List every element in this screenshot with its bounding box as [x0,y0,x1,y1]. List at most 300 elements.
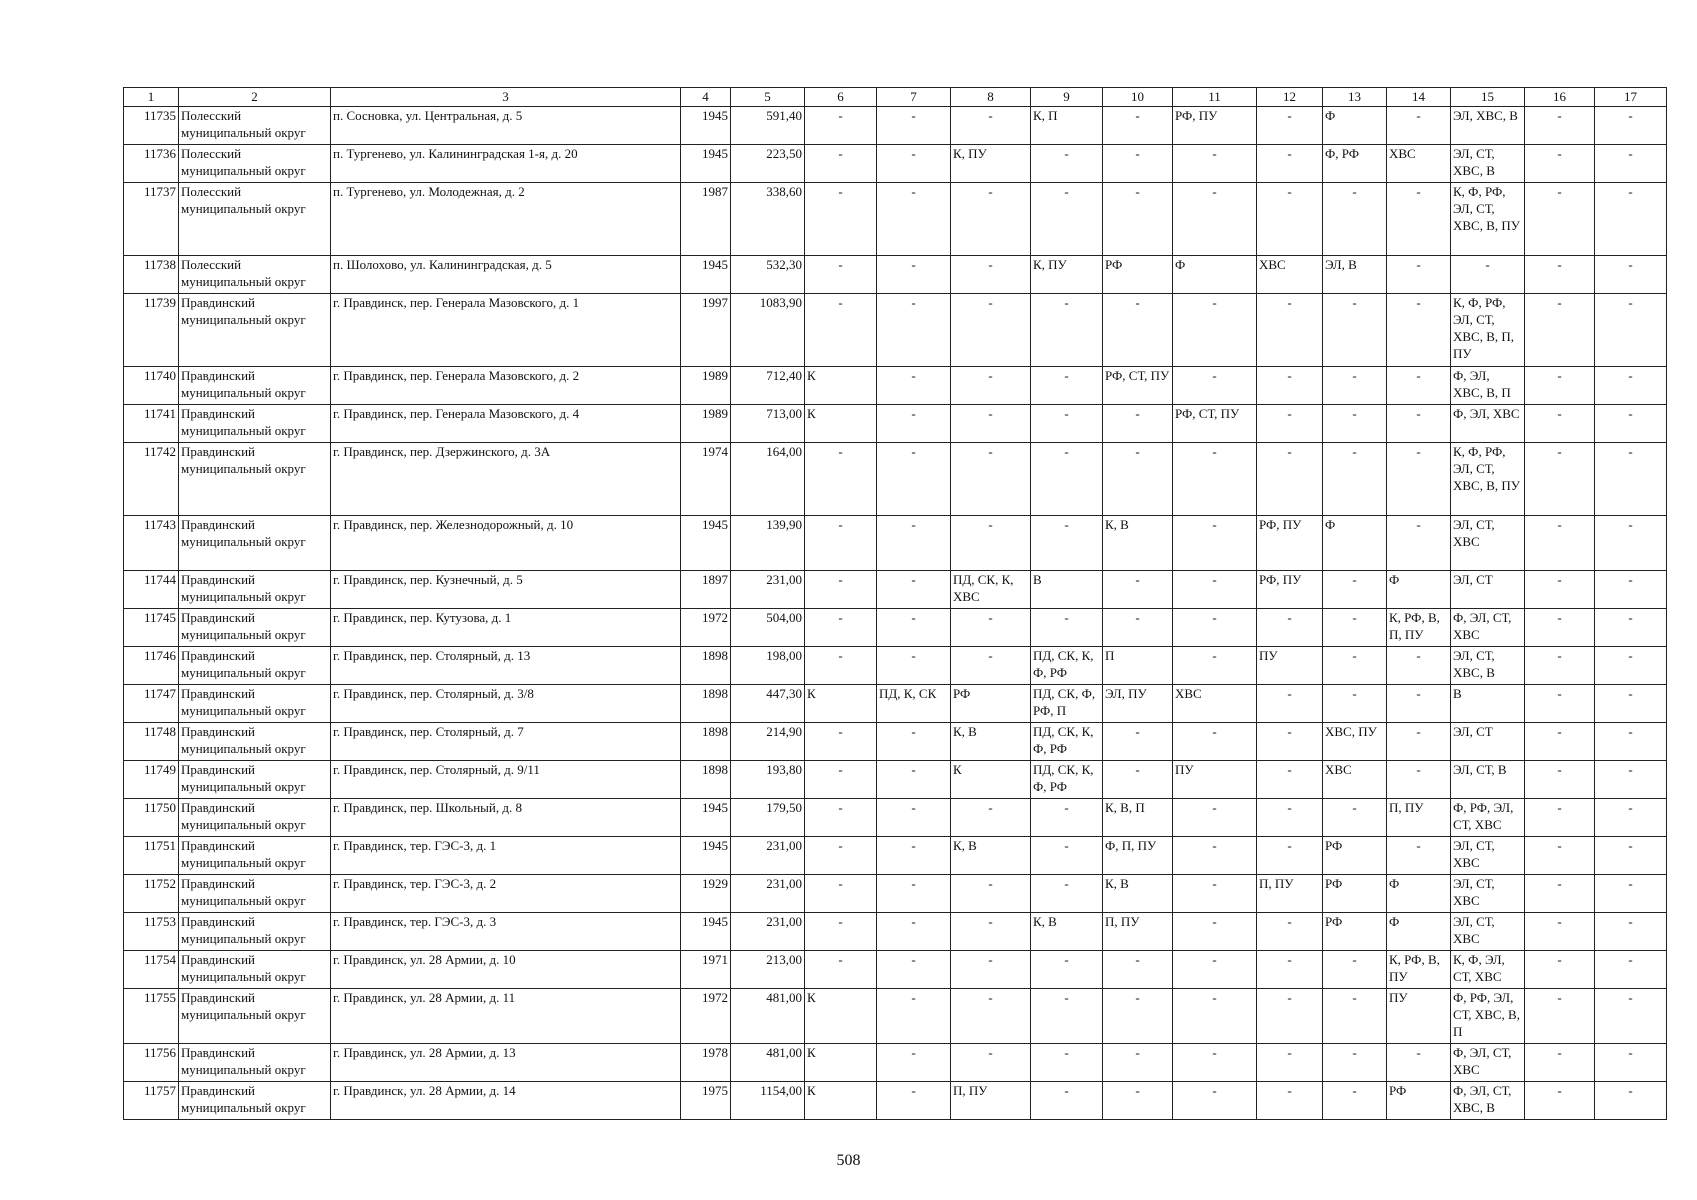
cell-col-12: - [1257,609,1323,647]
cell-year: 1997 [681,294,731,367]
cell-area: 214,90 [731,723,805,761]
cell-col-8: К, ПУ [951,145,1031,183]
cell-year: 1897 [681,571,731,609]
cell-record-number: 11740 [124,367,179,405]
cell-year: 1898 [681,685,731,723]
cell-record-number: 11755 [124,989,179,1044]
table-row [124,256,1667,294]
cell-col-17: - [1595,761,1667,799]
table-row [124,875,1667,913]
column-header-3: 3 [331,88,681,107]
cell-col-13: - [1323,183,1387,256]
cell-col-16: - [1525,183,1595,256]
cell-col-6: - [805,951,877,989]
cell-col-14: К, РФ, В, П, ПУ [1387,609,1451,647]
cell-col-15: В [1451,685,1525,723]
table-row [124,951,1667,989]
cell-col-15: - [1451,256,1525,294]
cell-area: 231,00 [731,875,805,913]
cell-record-number: 11756 [124,1044,179,1082]
cell-col-13: ХВС [1323,761,1387,799]
cell-area: 338,60 [731,183,805,256]
cell-municipality: Правдинский муниципальный округ [179,609,331,647]
cell-area: 139,90 [731,516,805,571]
cell-col-17: - [1595,609,1667,647]
cell-address: г. Правдинск, пер. Кузнечный, д. 5 [331,571,681,609]
cell-year: 1945 [681,516,731,571]
cell-col-14: - [1387,516,1451,571]
cell-col-14: - [1387,647,1451,685]
cell-address: г. Правдинск, пер. Кутузова, д. 1 [331,609,681,647]
cell-col-16: - [1525,367,1595,405]
cell-year: 1975 [681,1082,731,1120]
cell-area: 712,40 [731,367,805,405]
cell-col-12: РФ, ПУ [1257,571,1323,609]
cell-col-15: ЭЛ, СТ, В [1451,761,1525,799]
cell-col-7: - [877,516,951,571]
table-body [124,107,1667,1120]
cell-municipality: Правдинский муниципальный округ [179,685,331,723]
cell-col-11: - [1173,837,1257,875]
cell-year: 1898 [681,647,731,685]
cell-col-10: РФ [1103,256,1173,294]
cell-col-10: ЭЛ, ПУ [1103,685,1173,723]
cell-address: г. Правдинск, пер. Столярный, д. 7 [331,723,681,761]
cell-col-11: - [1173,609,1257,647]
cell-col-8: - [951,183,1031,256]
cell-municipality: Правдинский муниципальный округ [179,875,331,913]
cell-col-12: - [1257,951,1323,989]
cell-col-7: - [877,723,951,761]
cell-col-12: П, ПУ [1257,875,1323,913]
cell-record-number: 11750 [124,799,179,837]
cell-year: 1987 [681,183,731,256]
cell-col-6: К [805,685,877,723]
cell-col-16: - [1525,799,1595,837]
cell-year: 1972 [681,609,731,647]
cell-col-17: - [1595,799,1667,837]
cell-col-14: ПУ [1387,989,1451,1044]
cell-col-15: Ф, ЭЛ, СТ, ХВС [1451,1044,1525,1082]
cell-col-12: - [1257,443,1323,516]
cell-col-13: - [1323,1082,1387,1120]
cell-address: г. Правдинск, пер. Столярный, д. 9/11 [331,761,681,799]
cell-col-7: - [877,951,951,989]
cell-col-11: - [1173,989,1257,1044]
column-header-6: 6 [805,88,877,107]
cell-col-11: - [1173,799,1257,837]
cell-col-16: - [1525,609,1595,647]
cell-year: 1978 [681,1044,731,1082]
column-header-13: 13 [1323,88,1387,107]
cell-col-11: - [1173,723,1257,761]
cell-col-6: - [805,443,877,516]
cell-address: г. Правдинск, пер. Железнодорожный, д. 10 [331,516,681,571]
cell-col-7: - [877,256,951,294]
cell-col-13: - [1323,571,1387,609]
cell-col-11: - [1173,571,1257,609]
column-header-14: 14 [1387,88,1451,107]
table-row [124,405,1667,443]
cell-record-number: 11746 [124,647,179,685]
column-header-2: 2 [179,88,331,107]
cell-col-9: - [1031,294,1103,367]
cell-year: 1898 [681,761,731,799]
cell-col-8: - [951,989,1031,1044]
cell-col-9: ПД, СК, К, Ф, РФ [1031,647,1103,685]
cell-col-12: - [1257,294,1323,367]
cell-col-10: П, ПУ [1103,913,1173,951]
cell-col-17: - [1595,183,1667,256]
cell-address: г. Правдинск, тер. ГЭС-3, д. 3 [331,913,681,951]
cell-col-8: - [951,107,1031,145]
cell-area: 231,00 [731,913,805,951]
cell-col-12: - [1257,989,1323,1044]
cell-year: 1972 [681,989,731,1044]
cell-col-16: - [1525,405,1595,443]
cell-col-12: - [1257,799,1323,837]
cell-col-17: - [1595,951,1667,989]
cell-col-9: К, П [1031,107,1103,145]
table-row [124,183,1667,256]
cell-col-7: - [877,875,951,913]
cell-col-16: - [1525,685,1595,723]
cell-col-16: - [1525,761,1595,799]
cell-col-10: - [1103,145,1173,183]
table-row [124,685,1667,723]
cell-record-number: 11744 [124,571,179,609]
cell-col-7: - [877,609,951,647]
cell-col-14: ХВС [1387,145,1451,183]
cell-col-12: ПУ [1257,647,1323,685]
cell-col-14: - [1387,723,1451,761]
cell-col-14: - [1387,1044,1451,1082]
cell-col-13: - [1323,685,1387,723]
cell-col-9: - [1031,875,1103,913]
cell-col-12: - [1257,145,1323,183]
cell-col-6: К [805,367,877,405]
cell-address: г. Правдинск, тер. ГЭС-3, д. 1 [331,837,681,875]
cell-record-number: 11735 [124,107,179,145]
cell-year: 1945 [681,913,731,951]
cell-col-16: - [1525,989,1595,1044]
cell-col-12: РФ, ПУ [1257,516,1323,571]
cell-col-13: РФ [1323,913,1387,951]
cell-col-14: - [1387,761,1451,799]
table-row [124,799,1667,837]
cell-municipality: Правдинский муниципальный округ [179,989,331,1044]
cell-area: 713,00 [731,405,805,443]
cell-col-7: - [877,1082,951,1120]
cell-col-14: - [1387,107,1451,145]
cell-col-14: - [1387,294,1451,367]
cell-col-9: - [1031,837,1103,875]
cell-col-15: К, Ф, РФ, ЭЛ, СТ, ХВС, В, П, ПУ [1451,294,1525,367]
cell-col-13: ЭЛ, В [1323,256,1387,294]
cell-col-8: К, В [951,723,1031,761]
cell-col-13: Ф [1323,516,1387,571]
cell-year: 1989 [681,405,731,443]
cell-col-16: - [1525,1044,1595,1082]
cell-col-8: - [951,256,1031,294]
cell-col-9: - [1031,1044,1103,1082]
cell-record-number: 11739 [124,294,179,367]
cell-col-15: ЭЛ, СТ, ХВС [1451,837,1525,875]
cell-col-7: ПД, К, СК [877,685,951,723]
cell-col-16: - [1525,443,1595,516]
cell-col-13: - [1323,951,1387,989]
cell-municipality: Полесский муниципальный округ [179,145,331,183]
cell-year: 1945 [681,107,731,145]
cell-col-14: - [1387,837,1451,875]
cell-address: г. Правдинск, тер. ГЭС-3, д. 2 [331,875,681,913]
cell-municipality: Правдинский муниципальный округ [179,799,331,837]
column-header-17: 17 [1595,88,1667,107]
cell-col-15: Ф, РФ, ЭЛ, СТ, ХВС [1451,799,1525,837]
table-row [124,571,1667,609]
cell-col-11: - [1173,647,1257,685]
cell-col-10: - [1103,609,1173,647]
cell-municipality: Правдинский муниципальный округ [179,294,331,367]
cell-col-8: - [951,367,1031,405]
table-row [124,989,1667,1044]
cell-col-11: - [1173,443,1257,516]
cell-municipality: Правдинский муниципальный округ [179,1082,331,1120]
cell-col-17: - [1595,516,1667,571]
cell-col-11: - [1173,367,1257,405]
cell-col-17: - [1595,405,1667,443]
table-row [124,443,1667,516]
cell-col-8: - [951,405,1031,443]
cell-municipality: Правдинский муниципальный округ [179,837,331,875]
cell-year: 1929 [681,875,731,913]
cell-col-10: - [1103,723,1173,761]
cell-col-6: - [805,183,877,256]
cell-col-16: - [1525,837,1595,875]
cell-col-17: - [1595,1082,1667,1120]
cell-address: п. Тургенево, ул. Калининградская 1-я, д. 20 [331,145,681,183]
cell-col-10: - [1103,571,1173,609]
cell-col-7: - [877,989,951,1044]
cell-col-10: - [1103,443,1173,516]
cell-col-11: - [1173,951,1257,989]
cell-address: г. Правдинск, ул. 28 Армии, д. 11 [331,989,681,1044]
cell-col-9: - [1031,989,1103,1044]
cell-municipality: Правдинский муниципальный округ [179,367,331,405]
cell-col-9: - [1031,951,1103,989]
cell-col-16: - [1525,145,1595,183]
cell-col-6: - [805,294,877,367]
table-row [124,516,1667,571]
cell-col-13: Ф [1323,107,1387,145]
cell-col-7: - [877,405,951,443]
cell-area: 591,40 [731,107,805,145]
table-row [124,1044,1667,1082]
cell-col-13: - [1323,367,1387,405]
cell-col-15: ЭЛ, СТ, ХВС [1451,875,1525,913]
cell-municipality: Правдинский муниципальный округ [179,405,331,443]
cell-col-6: К [805,1044,877,1082]
cell-col-10: - [1103,951,1173,989]
cell-col-13: - [1323,609,1387,647]
cell-municipality: Правдинский муниципальный округ [179,1044,331,1082]
cell-municipality: Правдинский муниципальный округ [179,723,331,761]
cell-area: 1154,00 [731,1082,805,1120]
cell-address: п. Тургенево, ул. Молодежная, д. 2 [331,183,681,256]
cell-col-10: П [1103,647,1173,685]
cell-col-9: К, ПУ [1031,256,1103,294]
cell-col-7: - [877,799,951,837]
cell-col-13: РФ [1323,837,1387,875]
cell-col-6: - [805,609,877,647]
column-header-7: 7 [877,88,951,107]
cell-record-number: 11752 [124,875,179,913]
cell-col-15: Ф, ЭЛ, СТ, ХВС, В [1451,1082,1525,1120]
cell-col-15: ЭЛ, СТ, ХВС, В [1451,647,1525,685]
cell-col-17: - [1595,647,1667,685]
cell-col-9: - [1031,516,1103,571]
cell-record-number: 11741 [124,405,179,443]
cell-municipality: Правдинский муниципальный округ [179,761,331,799]
cell-col-17: - [1595,837,1667,875]
cell-col-9: - [1031,1082,1103,1120]
cell-address: п. Шолохово, ул. Калининградская, д. 5 [331,256,681,294]
cell-col-10: К, В, П [1103,799,1173,837]
column-header-10: 10 [1103,88,1173,107]
cell-col-6: - [805,875,877,913]
cell-col-8: - [951,875,1031,913]
cell-municipality: Правдинский муниципальный округ [179,571,331,609]
cell-col-9: - [1031,145,1103,183]
cell-col-8: РФ [951,685,1031,723]
cell-col-9: - [1031,367,1103,405]
cell-municipality: Полесский муниципальный округ [179,183,331,256]
cell-col-11: ХВС [1173,685,1257,723]
column-header-1: 1 [124,88,179,107]
cell-col-8: - [951,647,1031,685]
cell-col-6: - [805,837,877,875]
cell-col-9: - [1031,799,1103,837]
cell-col-16: - [1525,516,1595,571]
cell-address: г. Правдинск, пер. Генерала Мазовского, д. 2 [331,367,681,405]
cell-col-14: - [1387,256,1451,294]
cell-area: 231,00 [731,837,805,875]
cell-col-10: Ф, П, ПУ [1103,837,1173,875]
cell-col-10: - [1103,294,1173,367]
cell-col-13: - [1323,294,1387,367]
table-row [124,913,1667,951]
cell-record-number: 11751 [124,837,179,875]
cell-record-number: 11743 [124,516,179,571]
cell-col-14: Ф [1387,875,1451,913]
cell-col-7: - [877,647,951,685]
cell-col-6: - [805,516,877,571]
cell-col-7: - [877,913,951,951]
cell-address: г. Правдинск, пер. Школьный, д. 8 [331,799,681,837]
column-header-15: 15 [1451,88,1525,107]
cell-municipality: Правдинский муниципальный округ [179,951,331,989]
cell-area: 504,00 [731,609,805,647]
cell-col-7: - [877,294,951,367]
cell-col-16: - [1525,723,1595,761]
cell-col-7: - [877,1044,951,1082]
column-number-header-row [124,88,1667,107]
cell-col-15: ЭЛ, ХВС, В [1451,107,1525,145]
cell-col-14: - [1387,367,1451,405]
cell-col-6: - [805,761,877,799]
cell-col-13: РФ [1323,875,1387,913]
cell-col-12: - [1257,1082,1323,1120]
cell-col-16: - [1525,647,1595,685]
cell-address: г. Правдинск, пер. Генерала Мазовского, д. 1 [331,294,681,367]
cell-col-14: Ф [1387,913,1451,951]
table-row [124,145,1667,183]
cell-col-10: - [1103,405,1173,443]
cell-col-7: - [877,837,951,875]
cell-col-9: К, В [1031,913,1103,951]
table-row [124,647,1667,685]
cell-address: г. Правдинск, пер. Генерала Мазовского, д. 4 [331,405,681,443]
cell-col-14: Ф [1387,571,1451,609]
cell-record-number: 11748 [124,723,179,761]
cell-col-12: ХВС [1257,256,1323,294]
cell-area: 481,00 [731,989,805,1044]
cell-col-15: ЭЛ, СТ [1451,723,1525,761]
cell-address: г. Правдинск, ул. 28 Армии, д. 10 [331,951,681,989]
cell-year: 1945 [681,837,731,875]
cell-col-13: - [1323,799,1387,837]
cell-col-8: - [951,516,1031,571]
cell-col-9: ПД, СК, Ф, РФ, П [1031,685,1103,723]
register-table [123,87,1667,1120]
cell-col-12: - [1257,723,1323,761]
cell-col-14: РФ [1387,1082,1451,1120]
cell-col-12: - [1257,685,1323,723]
cell-area: 164,00 [731,443,805,516]
cell-record-number: 11742 [124,443,179,516]
cell-area: 198,00 [731,647,805,685]
cell-year: 1971 [681,951,731,989]
cell-col-17: - [1595,875,1667,913]
cell-col-11: РФ, ПУ [1173,107,1257,145]
cell-col-15: К, Ф, РФ, ЭЛ, СТ, ХВС, В, ПУ [1451,183,1525,256]
cell-area: 223,50 [731,145,805,183]
cell-col-9: В [1031,571,1103,609]
column-header-4: 4 [681,88,731,107]
cell-col-12: - [1257,1044,1323,1082]
column-header-16: 16 [1525,88,1595,107]
cell-col-16: - [1525,571,1595,609]
cell-col-6: - [805,571,877,609]
cell-col-13: - [1323,989,1387,1044]
cell-col-6: - [805,145,877,183]
cell-col-11: - [1173,1082,1257,1120]
cell-col-8: - [951,799,1031,837]
cell-col-10: - [1103,761,1173,799]
table-row [124,761,1667,799]
cell-year: 1945 [681,145,731,183]
cell-record-number: 11753 [124,913,179,951]
cell-col-8: - [951,294,1031,367]
cell-area: 213,00 [731,951,805,989]
column-header-11: 11 [1173,88,1257,107]
cell-col-11: - [1173,913,1257,951]
cell-col-6: - [805,647,877,685]
cell-col-16: - [1525,256,1595,294]
table-row [124,367,1667,405]
cell-col-7: - [877,367,951,405]
cell-col-12: - [1257,107,1323,145]
